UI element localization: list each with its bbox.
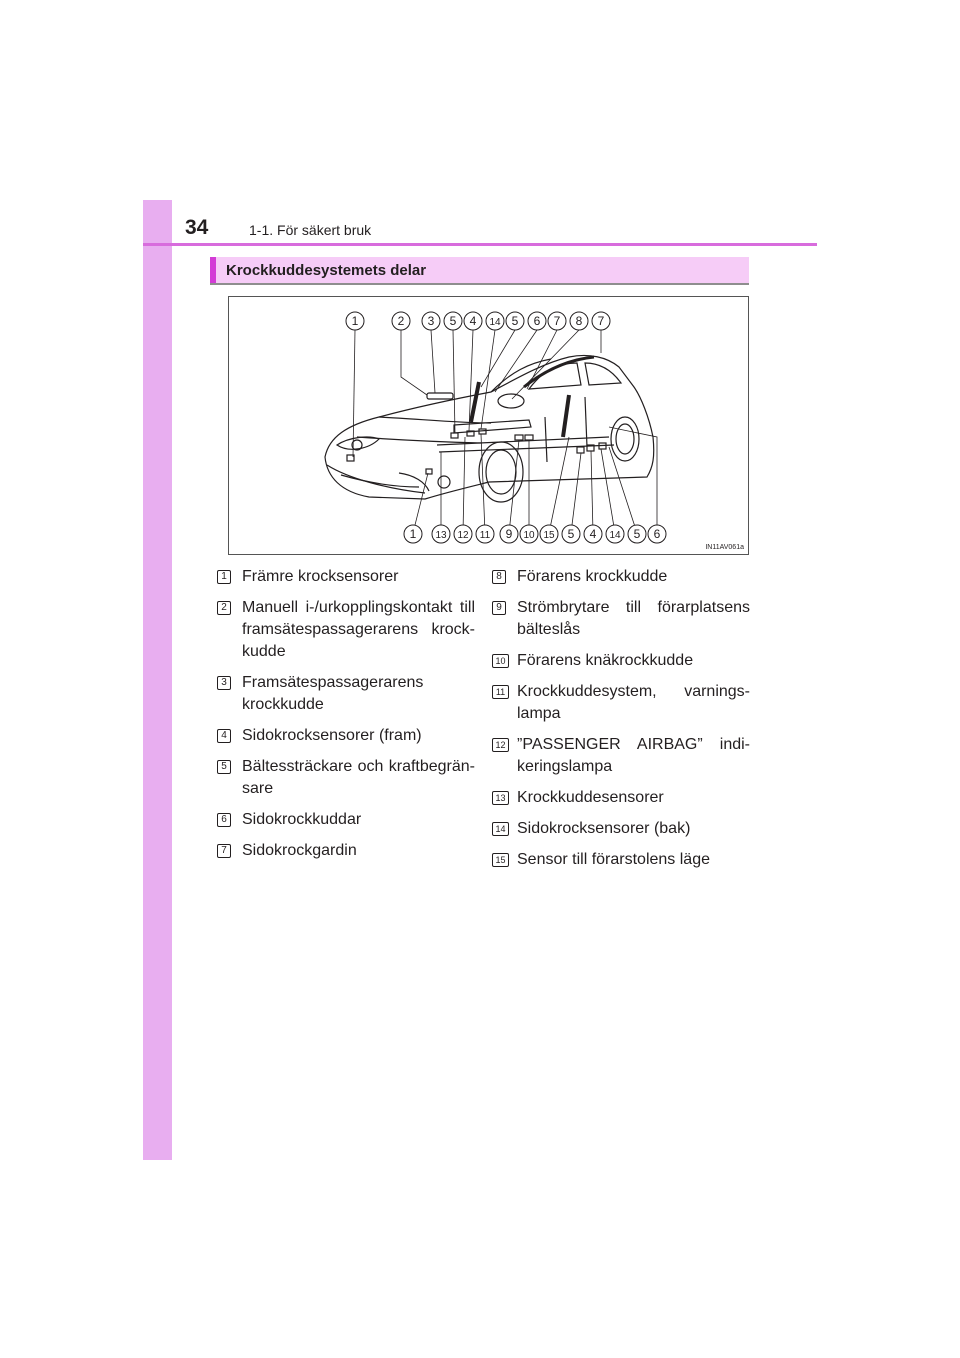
legend-text: Strömbrytare till förarplatsens bälteslås [517, 599, 750, 638]
legend-text: Förarens krockkudde [517, 568, 668, 585]
legend-item [492, 818, 750, 840]
legend-text: Sensor till förarstolens läge [517, 851, 710, 868]
legend-number: 4 [217, 729, 231, 743]
heading-text: Krockkuddesystemets delar [226, 262, 427, 279]
header-rule [143, 243, 817, 246]
top-callout-label: 5 [449, 314, 457, 328]
top-callout-label: 6 [533, 314, 541, 328]
top-callout-label: 3 [427, 314, 435, 328]
legend-number: 5 [217, 760, 231, 774]
legend-text: Sidokrocksensorer (bak) [517, 820, 691, 837]
legend-number: 15 [492, 853, 509, 867]
top-callout-label: 1 [351, 314, 359, 328]
legend-number: 7 [217, 844, 231, 858]
legend-number: 1 [217, 570, 231, 584]
legend-number: 2 [217, 601, 231, 615]
legend-text: Förarens knäkrockkudde [517, 652, 694, 669]
legend-text: Framsätespassagerarens krockkudde [242, 674, 424, 713]
bottom-callout-label: 6 [653, 527, 661, 541]
bottom-callout-label: 12 [457, 530, 469, 541]
legend-number: 12 [492, 738, 509, 752]
bottom-callout-label: 1 [409, 527, 417, 541]
top-callout-label: 8 [575, 314, 583, 328]
car-illustration [229, 297, 748, 554]
section-heading [210, 257, 749, 285]
top-callout-label: 7 [553, 314, 561, 328]
legend-item [492, 650, 750, 672]
chapter-side-band [143, 200, 172, 1160]
section-title: 1-1. För säkert bruk [249, 222, 372, 238]
legend-number: 3 [217, 676, 231, 690]
legend-number: 14 [492, 822, 509, 836]
bottom-callout-label: 11 [479, 530, 491, 541]
legend-number: 13 [492, 791, 509, 805]
top-callout-label: 7 [597, 314, 605, 328]
legend-right [492, 566, 750, 880]
legend-item [492, 566, 750, 588]
top-callout-label: 14 [489, 317, 501, 328]
legend-item [217, 756, 475, 800]
bottom-callout-label: 4 [589, 527, 597, 541]
legend-number: 8 [492, 570, 506, 584]
legend-text: Sidokrockkuddar [242, 811, 362, 828]
legend-item [217, 566, 475, 588]
top-callout-label: 4 [469, 314, 477, 328]
legend-text: Krockkuddesystem, varnings-lampa [517, 683, 750, 722]
page-number: 34 [185, 216, 209, 239]
legend-text: Främre krocksensorer [242, 568, 399, 585]
bottom-callout-label: 15 [543, 530, 555, 541]
legend-item [492, 597, 750, 641]
bottom-callout-label: 5 [567, 527, 575, 541]
legend-item [217, 597, 475, 663]
legend-item [492, 787, 750, 809]
heading-accent-bar [210, 257, 216, 283]
legend-text: Krockkuddesensorer [517, 789, 664, 806]
legend-item [492, 681, 750, 725]
legend-item [492, 734, 750, 778]
bottom-callout-label: 14 [609, 530, 621, 541]
bottom-callout-label: 10 [523, 530, 535, 541]
legend-number: 11 [492, 685, 509, 699]
top-callout-label: 2 [397, 314, 405, 328]
legend-number: 6 [217, 813, 231, 827]
figure-code: IN11AV061a [705, 544, 744, 551]
top-callouts [346, 312, 610, 330]
bottom-callout-label: 13 [435, 530, 447, 541]
legend-number: 10 [492, 654, 509, 668]
legend-text: Sidokrockgardin [242, 842, 357, 859]
legend-text: Bältessträckare och kraftbegrän-sare [242, 758, 475, 797]
airbag-diagram [228, 296, 749, 555]
bottom-callouts [404, 525, 666, 543]
bottom-callout-label: 5 [633, 527, 641, 541]
legend-item [217, 672, 475, 716]
legend-item [217, 809, 475, 831]
legend-text: Manuell i-/urkopplingskontakt till framsätespassagerarens krock-kudde [242, 599, 475, 660]
legend-item [217, 725, 475, 747]
legend-text: ”PASSENGER AIRBAG” indi-keringslampa [517, 736, 750, 775]
legend-item [492, 849, 750, 871]
top-callout-label: 5 [511, 314, 519, 328]
legend-number: 9 [492, 601, 506, 615]
legend-left [217, 566, 475, 871]
bottom-callout-label: 9 [505, 527, 513, 541]
legend-item [217, 840, 475, 862]
legend-text: Sidokrocksensorer (fram) [242, 727, 422, 744]
